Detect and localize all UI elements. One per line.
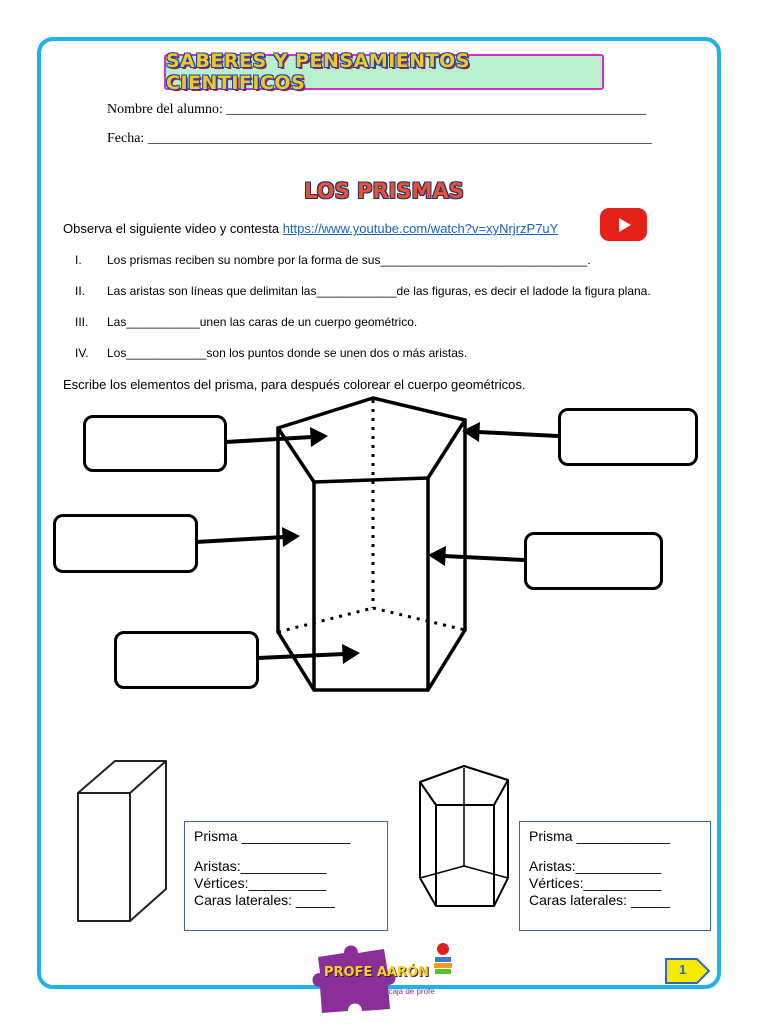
youtube-icon[interactable] (600, 208, 647, 241)
answer-box-top-right[interactable] (558, 408, 698, 466)
prism-name-field[interactable]: Prisma ______________ (194, 828, 351, 844)
aristas-field[interactable]: Aristas:___________ (529, 858, 662, 874)
worksheet-title: SABERES Y PENSAMIENTOS CIENTIFICOS (166, 50, 470, 94)
prism-name-field[interactable]: Prisma ____________ (529, 828, 670, 844)
rectangular-prism-image (70, 755, 180, 930)
section-title: LOS PRISMAS (304, 179, 464, 203)
caras-laterales-field[interactable]: Caras laterales: _____ (194, 892, 335, 908)
page-number: 1 (679, 962, 687, 977)
vertices-field[interactable]: Vértices:__________ (529, 875, 662, 891)
answer-box-top-left[interactable] (83, 415, 227, 472)
video-link[interactable]: https://www.youtube.com/watch?v=xyNrjrzP7uY (282, 221, 559, 236)
answer-box-middle-left[interactable] (53, 514, 198, 573)
prism-card-2 (519, 821, 711, 931)
vertices-field[interactable]: Vértices:__________ (194, 875, 327, 891)
profe-aaron-logo (310, 935, 460, 1015)
pentagonal-prism-image (412, 760, 522, 915)
question-2 (75, 284, 651, 298)
logo-text: PROFE AARÓN (324, 965, 429, 980)
question-number: II. (75, 284, 86, 298)
date-field: Fecha: ________________________________________________________________________ (107, 131, 652, 146)
question-text: Las aristas son líneas que delimitan las____________de las figuras, es decir el ladode la figura plana. (107, 284, 651, 298)
worksheet-title-banner (164, 50, 604, 94)
answer-box-middle-right[interactable] (524, 532, 663, 590)
student-name-field: Nombre del alumno: ____________________________________________________________ (107, 102, 647, 117)
question-4 (75, 346, 467, 360)
question-3 (75, 315, 417, 329)
diagram-instruction: Escribe los elementos del prisma, para después colorear el cuerpo geométricos. (63, 377, 526, 392)
video-prompt: Observa el siguiente video y contesta (63, 221, 283, 236)
question-text: Los prismas reciben su nombre por la forma de sus_______________________________. (107, 253, 591, 267)
answer-box-bottom-left[interactable] (114, 631, 259, 689)
caras-laterales-field[interactable]: Caras laterales: _____ (529, 892, 670, 908)
aristas-field[interactable]: Aristas:___________ (194, 858, 327, 874)
question-1 (75, 253, 591, 267)
question-number: III. (75, 315, 89, 329)
question-text: Las___________unen las caras de un cuerpo geométrico. (107, 315, 418, 329)
question-number: IV. (75, 346, 89, 360)
prism-card-1 (184, 821, 388, 931)
video-instruction (63, 221, 558, 236)
page-number-badge[interactable] (665, 958, 710, 984)
question-text: Los____________son los puntos donde se unen dos o más aristas. (107, 346, 468, 360)
question-number: I. (75, 253, 82, 267)
logo-subtext: la caja de profe (380, 987, 435, 996)
